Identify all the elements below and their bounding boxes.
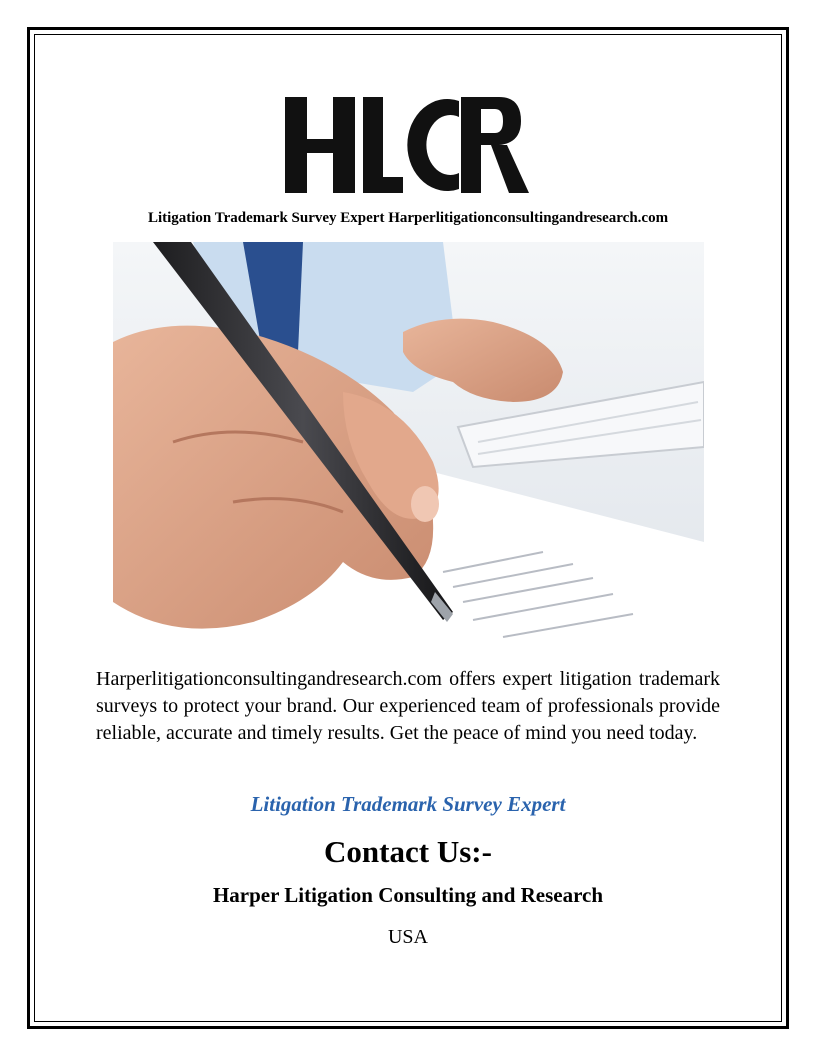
- svg-text:HLCR: HLCR: [407, 155, 410, 156]
- service-link[interactable]: Litigation Trademark Survey Expert: [250, 792, 566, 816]
- hlcr-logo: [283, 95, 531, 197]
- company-name: Harper Litigation Consulting and Research: [212, 883, 604, 907]
- country-label: USA: [387, 926, 428, 948]
- hand-writing-with-pen-image: [113, 242, 704, 655]
- header-subtitle: Litigation Trademark Survey Expert Harperlitigationconsultingandresearch.com: [147, 210, 669, 226]
- description-paragraph: Harperlitigationconsultingandresearch.com offers expert litigation trademark surveys to protect your brand. Our experienced team of professionals provide reliable, accurate and timely results. Get the peace of mind you need today.: [96, 668, 720, 744]
- contact-heading: Contact Us:-: [324, 834, 492, 869]
